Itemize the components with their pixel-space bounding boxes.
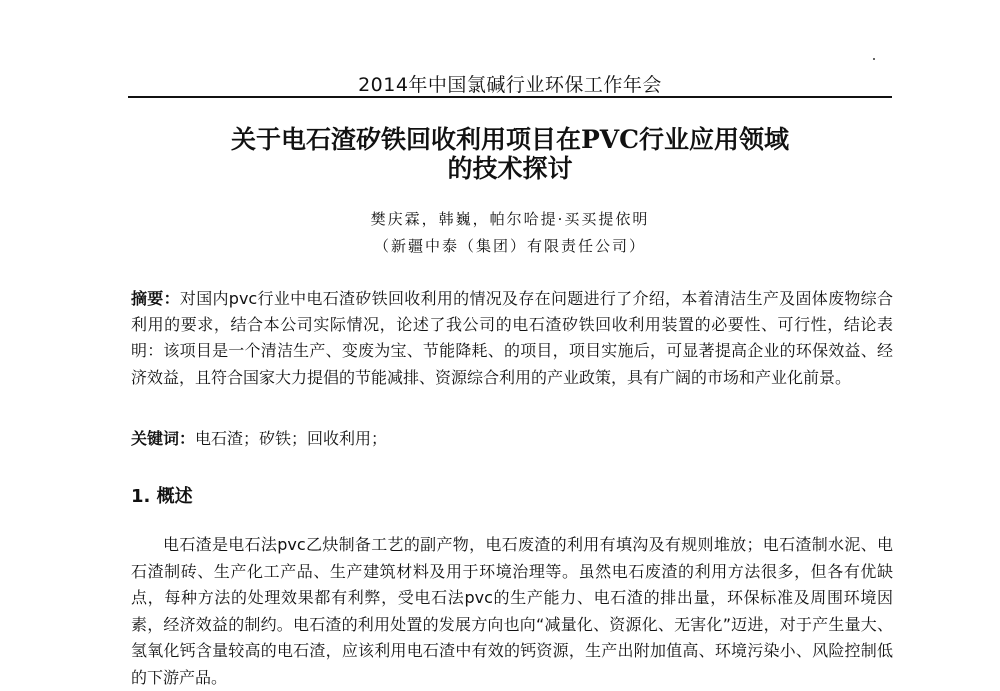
paper-affiliation: （新疆中泰（集团）有限责任公司）	[373, 237, 646, 255]
section-heading: 1. 概述	[131, 486, 193, 507]
abstract-label: 摘要：	[131, 289, 180, 308]
paper-title-line-2: 的技术探讨	[447, 154, 573, 183]
header-rule	[128, 96, 892, 98]
paper-authors: 樊庆霖，韩巍，帕尔哈提·买买提依明	[370, 210, 650, 228]
keywords	[131, 428, 893, 450]
abstract	[131, 286, 893, 391]
running-header: 2014年中国氯碱行业环保工作年会	[358, 74, 662, 96]
body-paragraph: 电石渣是电石法pvc乙炔制备工艺的副产物，电石废渣的利用有填沟及有规则堆放；电石渣制水泥、电石渣制砖、生产化工产品、生产建筑材料及用于环境治理等。虽然电石废渣的利用方法很多，但各有优缺点，每种方法的处理效果都有利弊，受电石法pvc的生产能力、电石渣的排出量，环保标准及周围环境因素，经济效益的制约。电石渣的利用处置的发展方向也向“减量化、资源化、无害化”迈进，对于产生量大、氢氧化钙含量较高的电石渣，应该利用电石渣中有效的钙资源，生产出附加值高、环境污染小、风险控制低的下游产品。	[131, 535, 893, 687]
paper-title-line-1: 关于电石渣矽铁回收利用项目在PVC行业应用领域	[230, 125, 790, 154]
scan-speck	[873, 58, 875, 60]
keywords-label: 关键词：	[131, 429, 196, 448]
keywords-text: 电石渣；矽铁；回收利用；	[195, 429, 388, 448]
abstract-text: 对国内pvc行业中电石渣矽铁回收利用的情况及存在问题进行了介绍，本着清洁生产及固体废物综合利用的要求，结合本公司实际情况，论述了我公司的电石渣矽铁回收利用装置的必要性、可行性，结论表明：该项目是一个清洁生产、变废为宝、节能降耗、的项目，项目实施后，可显著提高企业的环保效益、经济效益，且符合国家大力提倡的节能减排、资源综合利用的产业政策，具有广阔的市场和产业化前景。	[131, 289, 893, 387]
